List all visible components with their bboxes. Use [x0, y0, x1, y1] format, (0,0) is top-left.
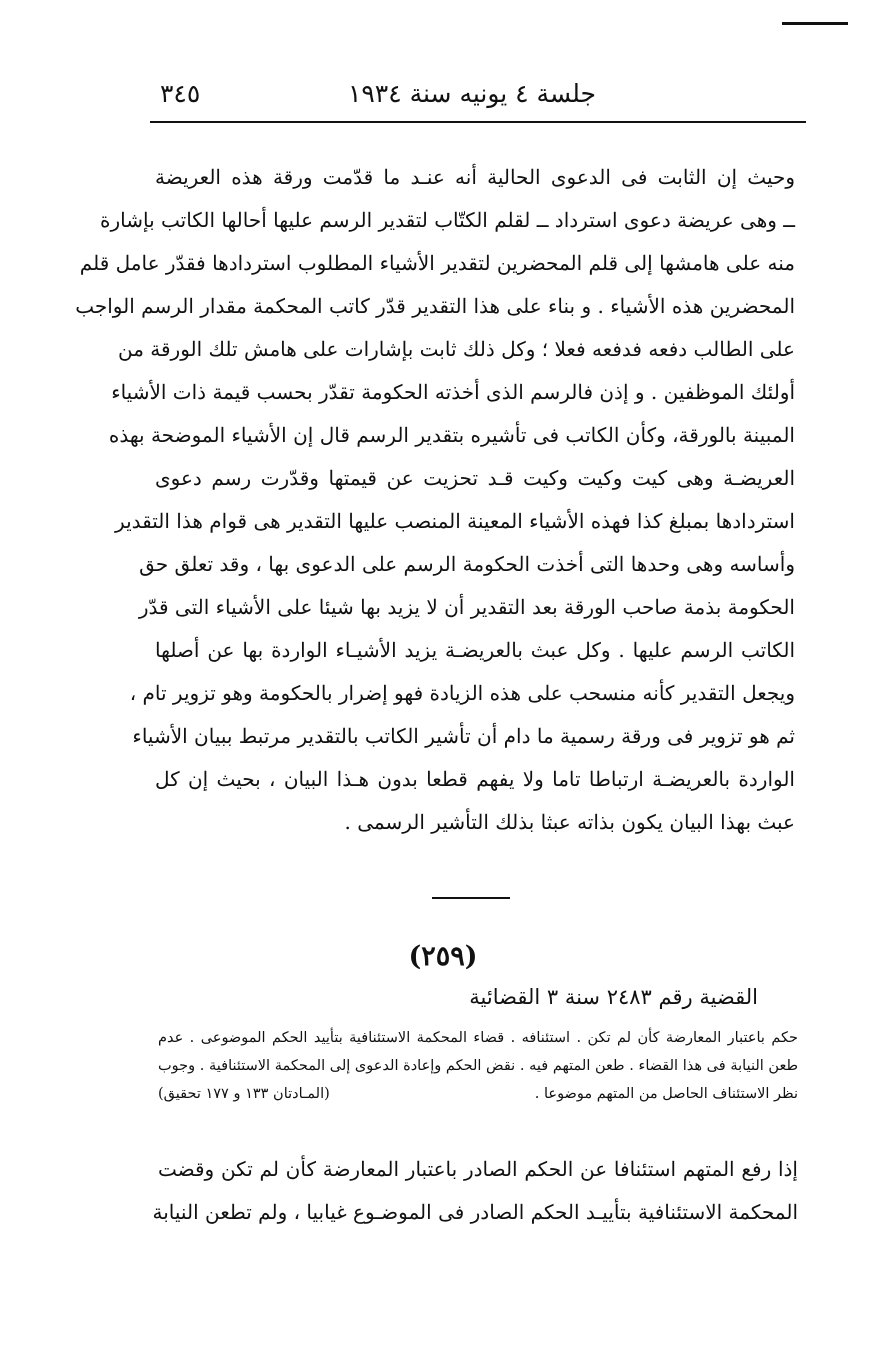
body-line: الكاتب الرسم عليها . وكل عبث بالعريضـة يزيد الأشيـاء الواردة بها عن أصلها [155, 638, 795, 662]
body-line: أولئك الموظفين . و إذن فالرسم الذى أخذته الحكومة تقدّر بحسب قيمة ذات الأشياء [111, 380, 795, 404]
body-line: المحضرين هذه الأشياء . و بناء على هذا التقدير قدّر كاتب المحكمة مقدار الرسم الواجب [75, 294, 795, 318]
body-line: وأساسه وهى وحدها التى أخذت الحكومة الرسم على الدعوى بها ، وقد تعلق حق [139, 552, 795, 576]
summary-line: طعن النيابة فى هذا القضاء . طعن المتهم فيه . نقض الحكم وإعادة الدعوى إلى المحكمة الاستئنافية . وجوب [158, 1058, 798, 1074]
summary-line-last [158, 1080, 798, 1108]
holding-text [152, 1148, 798, 1234]
page-number: ٣٤٥ [160, 79, 201, 108]
body-line: ــ وهى عريضة دعوى استرداد ــ لقلم الكتّاب لتقدير الرسم عليها أحالها الكاتب بإشارة [100, 208, 795, 232]
page-header [150, 76, 806, 116]
body-line: على الطالب دفعه فدفعه فعلا ؛ وكل ذلك ثابت بإشارات على هامش تلك الورقة من [117, 337, 795, 361]
body-line: منه على هامشها إلى قلم المحضرين لتقدير الأشياء المطلوب استردادها فقدّر عامل قلم [79, 251, 795, 275]
body-line: المبينة بالورقة، وكأن الكاتب فى تأشيره بتقدير الرسم قال إن الأشياء الموضحة بهذه [108, 423, 795, 447]
summary-line-text: نظر الاستئناف الحاصل من المتهم موضوعا . [534, 1086, 798, 1102]
ruling-summary [158, 1024, 798, 1108]
case-title: القضية رقم ٢٤٨٣ سنة ٣ القضائية [469, 985, 758, 1009]
body-line: عبث بهذا البيان يكون بذاته عبثا بذلك التأشير الرسمى . [344, 810, 795, 834]
body-line: استردادها بمبلغ كذا فهذه الأشياء المعينة المنصب عليها التقدير هى قوام هذا التقدير [115, 509, 795, 533]
holding-line: المحكمة الاستئنافية بتأييـد الحكم الصادر فى الموضـوع غيابيا ، ولم تطعن النيابة [152, 1200, 798, 1224]
ruling-number: (٢٥٩) [408, 941, 478, 972]
summary-line: حكم باعتبار المعارضة كأن لم تكن . استئنافه . قضاء المحكمة الاستئنافية بتأييد الحكم الموضوعى . عدم [158, 1030, 798, 1046]
holding-line: إذا رفع المتهم استئنافا عن الحكم الصادر باعتبار المعارضة كأن لم تكن وقضت [158, 1157, 798, 1181]
body-line: الحكومة بذمة صاحب الورقة بعد التقدير أن لا يزيد بها شيئا على الأشياء التى قدّر [138, 595, 795, 619]
body-line: ويجعل التقدير كأنه منسحب على هذه الزيادة فهو إضرار بالحكومة وهو تزوير تام ، [129, 681, 795, 705]
header-rule [150, 121, 806, 123]
section-divider [432, 897, 510, 899]
body-line: الواردة بالعريضـة ارتباطا تاما ولا يفهم قطعا بدون هـذا البيان ، بحيث إن كل [155, 767, 795, 791]
session-title: جلسة ٤ يونيه سنة ١٩٣٤ [347, 79, 596, 108]
ruling-body-text [75, 156, 795, 844]
body-line: وحيث إن الثابت فى الدعوى الحالية أنه عنـد ما قدّمت ورقة هذه العريضة [155, 165, 795, 189]
body-line: العريضـة وهى كيت وكيت وكيت قـد تحزيت عن قيمتها وقدّرت رسم دعوى [155, 466, 795, 490]
legal-references: (المـادتان ١٣٣ و ١٧٧ تحقيق) [158, 1086, 330, 1102]
body-line: ثم هو تزوير فى ورقة رسمية ما دام أن تأشير الكاتب بالتقدير مرتبط ببيان الأشياء [132, 724, 795, 748]
corner-rule [782, 22, 848, 25]
